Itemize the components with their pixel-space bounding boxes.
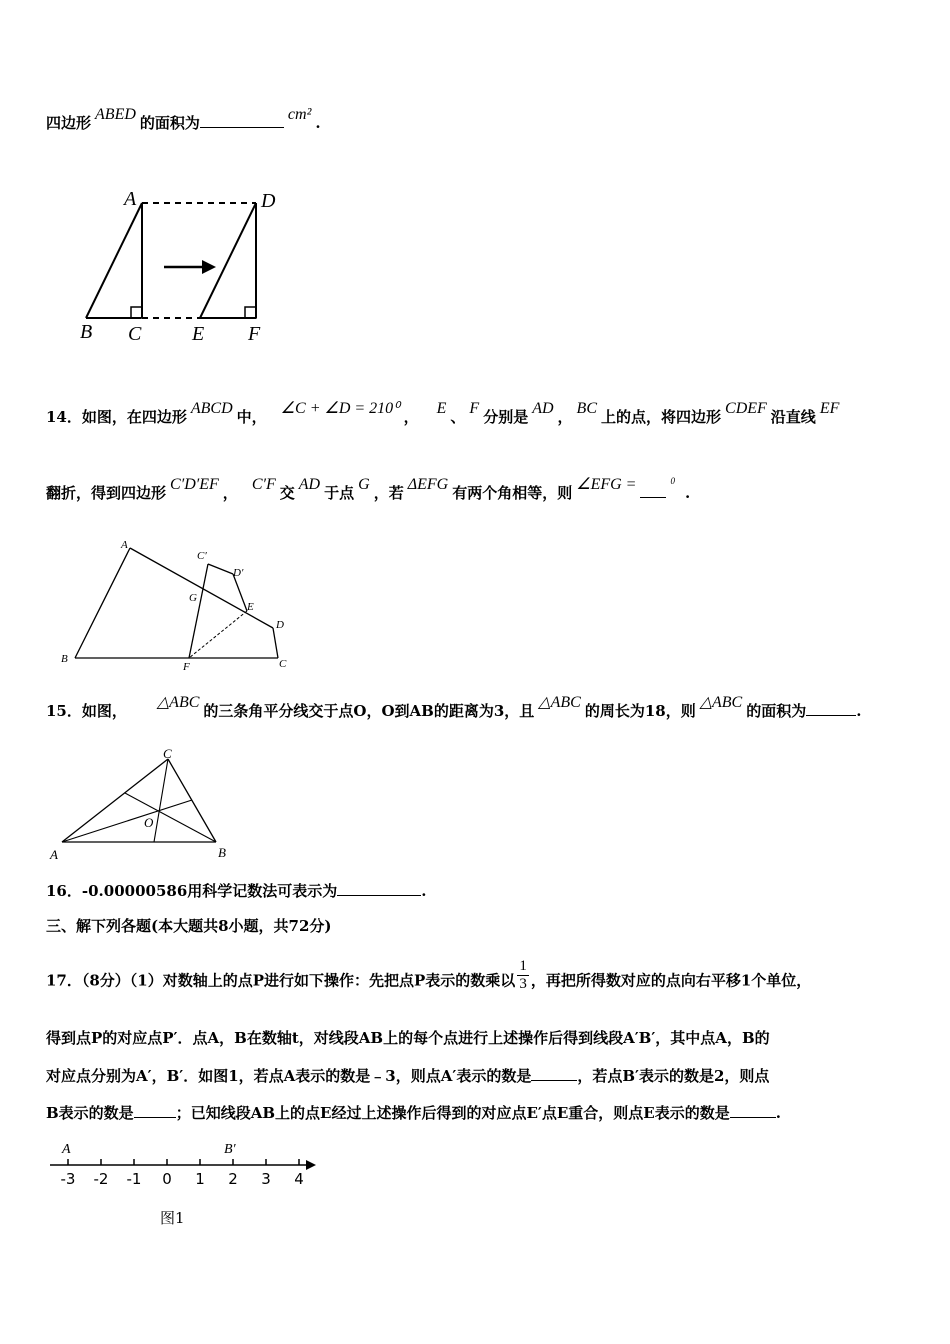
q14-cdef: CDEF <box>725 400 767 417</box>
tick-label: 1 <box>195 1170 205 1188</box>
q13-answer-blank[interactable] <box>200 113 284 128</box>
q14-ad: AD <box>532 400 554 417</box>
q13-shape: ABED <box>95 106 136 123</box>
fig14-label-a: A <box>121 539 128 551</box>
q14-point-f: F <box>469 400 480 417</box>
q14-angle-sum: ∠C + ∠D = 210⁰ <box>280 400 400 417</box>
fig14-label-b: B <box>61 653 68 665</box>
fig15-label-b: B <box>218 845 226 860</box>
tick-label: -1 <box>126 1170 142 1188</box>
fig14-label-d: D <box>276 619 284 631</box>
q15-text2: 的周长为18，则 <box>584 702 696 720</box>
fig13-label-e: E <box>192 323 205 345</box>
q17-answer-blank-3[interactable] <box>730 1103 776 1118</box>
fig13-label-b: B <box>80 321 93 343</box>
q17-line4-end: . <box>775 1104 781 1122</box>
fig13-label-d: D <box>261 190 276 212</box>
q14-degree: 0 <box>670 476 675 486</box>
q14-line2 <box>46 476 691 503</box>
q14-ef: EF <box>819 400 840 417</box>
fig13-label-a: A <box>124 188 137 210</box>
q16-answer-blank[interactable] <box>337 881 421 896</box>
q17-line3 <box>46 1065 769 1086</box>
q17-line3-text: 对应点分别为A′，B′．如图1，若点A表示的数是﹣3，则点A′表示的数是 <box>46 1067 532 1085</box>
fig15-angle-bisector-diagram <box>46 745 246 863</box>
fig17-point-a-label: A <box>62 1142 71 1157</box>
fig15-label-c: C <box>163 746 172 761</box>
q17-line4-text: B表示的数是 <box>46 1104 134 1122</box>
q14-angle-efg: ∠EFG = <box>576 476 637 493</box>
q13-prefix: 四边形 <box>46 114 92 132</box>
q17-line1-tail: ，再把所得数对应的点向右平移1个单位， <box>530 971 812 990</box>
fig17-caption-text: 图1 <box>160 1209 185 1227</box>
fig14-label-c-prime: C′ <box>197 550 207 562</box>
q14-text-zhong: 中， <box>236 408 267 426</box>
q14-comma2: ， <box>557 408 573 426</box>
fig14-label-g: G <box>189 592 197 604</box>
fig14-label-f: F <box>183 661 190 671</box>
q16-end: . <box>421 882 427 900</box>
q14-shang: 上的点，将四边形 <box>601 408 722 426</box>
q15-number: 15．如图， <box>46 702 127 720</box>
fig14-label-d-prime: D′ <box>233 567 244 579</box>
q17-line3-tail: ，若点B′表示的数是2，则点 <box>577 1067 770 1085</box>
q14-dun: 、 <box>450 408 466 426</box>
q14-point-e: E <box>436 400 447 417</box>
q14-answer-blank[interactable] <box>640 483 666 498</box>
q17-line1 <box>46 958 812 999</box>
number-line-arrow-icon <box>306 1160 316 1170</box>
fig14-folding-diagram <box>55 536 305 671</box>
section3-title-text: 三、解下列各题(本大题共8小题，共72分) <box>46 917 332 935</box>
tick-label: 4 <box>294 1170 304 1188</box>
fig13-translation-diagram <box>76 185 296 345</box>
q17-line4 <box>46 1102 781 1123</box>
q14-number: 14．如图，在四边形 <box>46 408 187 426</box>
q14-point-g: G <box>358 476 370 493</box>
fig13-label-c: C <box>128 323 142 345</box>
q13-middle: 的面积为 <box>139 114 200 132</box>
q15-answer-blank[interactable] <box>806 701 856 716</box>
fig17-caption <box>160 1207 185 1228</box>
q15-triangle2: △ABC <box>538 694 581 711</box>
tick-label: 0 <box>162 1170 172 1188</box>
q13-line <box>46 106 321 133</box>
fig17-point-b-prime-label: B′ <box>224 1142 236 1157</box>
q14-cdef-folded: C′D′EF <box>170 476 219 493</box>
q14-cf: C′F <box>251 476 276 493</box>
q14-yan: 沿直线 <box>770 408 816 426</box>
q17-fraction-den: 3 <box>519 976 527 992</box>
q17-fraction-num: 1 <box>519 958 527 974</box>
tick-label: -3 <box>60 1170 76 1188</box>
q13-unit: cm² <box>287 106 312 123</box>
q14-ad2: AD <box>298 476 321 493</box>
q17-fraction <box>517 958 529 993</box>
q17-line4-middle: ；已知线段AB上的点E经过上述操作后得到的对应点E′点E重合，则点E表示的数是 <box>175 1104 730 1122</box>
q17-answer-blank-2[interactable] <box>134 1103 176 1118</box>
q14-yudian: 于点 <box>324 484 355 502</box>
q13-suffix: . <box>315 114 321 132</box>
fig13-label-f: F <box>248 323 261 345</box>
q14-fanzhe: 翻折，得到四边形 <box>46 484 167 502</box>
q17-answer-blank-1[interactable] <box>531 1066 577 1081</box>
q14-you: 有两个角相等，则 <box>452 484 573 502</box>
q15-text3: 的面积为 <box>746 702 807 720</box>
q14-end: . <box>684 484 691 502</box>
fig17-number-line <box>46 1140 326 1190</box>
tick-label: -2 <box>93 1170 109 1188</box>
q14-jiao: 交 <box>279 484 295 502</box>
fig15-label-o: O <box>144 815 154 830</box>
fig15-label-a: A <box>50 847 58 862</box>
fig14-label-e: E <box>247 601 254 613</box>
q14-ruo: ，若 <box>373 484 404 502</box>
q14-abcd: ABCD <box>190 400 233 417</box>
tick-label: 3 <box>261 1170 271 1188</box>
q14-comma3: ， <box>222 484 238 502</box>
q17-line2-text: 得到点P的对应点P′．点A，B在数轴t，对线段AB上的每个点进行上述操作后得到线段A′B′，其中点A，B的 <box>46 1029 770 1047</box>
fig14-label-c: C <box>279 658 287 670</box>
q15-end: . <box>856 702 862 720</box>
q16-line <box>46 880 427 901</box>
tick-label: 2 <box>228 1170 238 1188</box>
q15-triangle3: △ABC <box>699 694 743 711</box>
q15-line <box>46 694 862 721</box>
q14-bc: BC <box>576 400 597 417</box>
q15-triangle1: △ABC <box>156 694 200 711</box>
q14-line1 <box>46 400 843 427</box>
q15-text1: 的三条角平分线交于点O，O到AB的距离为3，且 <box>203 702 535 720</box>
q14-fenbie: 分别是 <box>483 408 529 426</box>
q14-triangle-efg: ΔEFG <box>407 476 449 493</box>
section3-title <box>46 915 332 936</box>
q14-comma: ， <box>403 408 419 426</box>
q16-text: 16．-0.00000586用科学记数法可表示为 <box>46 882 338 900</box>
q17-line1-text: 17．（8分）（1）对数轴上的点P进行如下操作：先把点P表示的数乘以 <box>46 971 516 990</box>
q17-line2 <box>46 1027 770 1048</box>
